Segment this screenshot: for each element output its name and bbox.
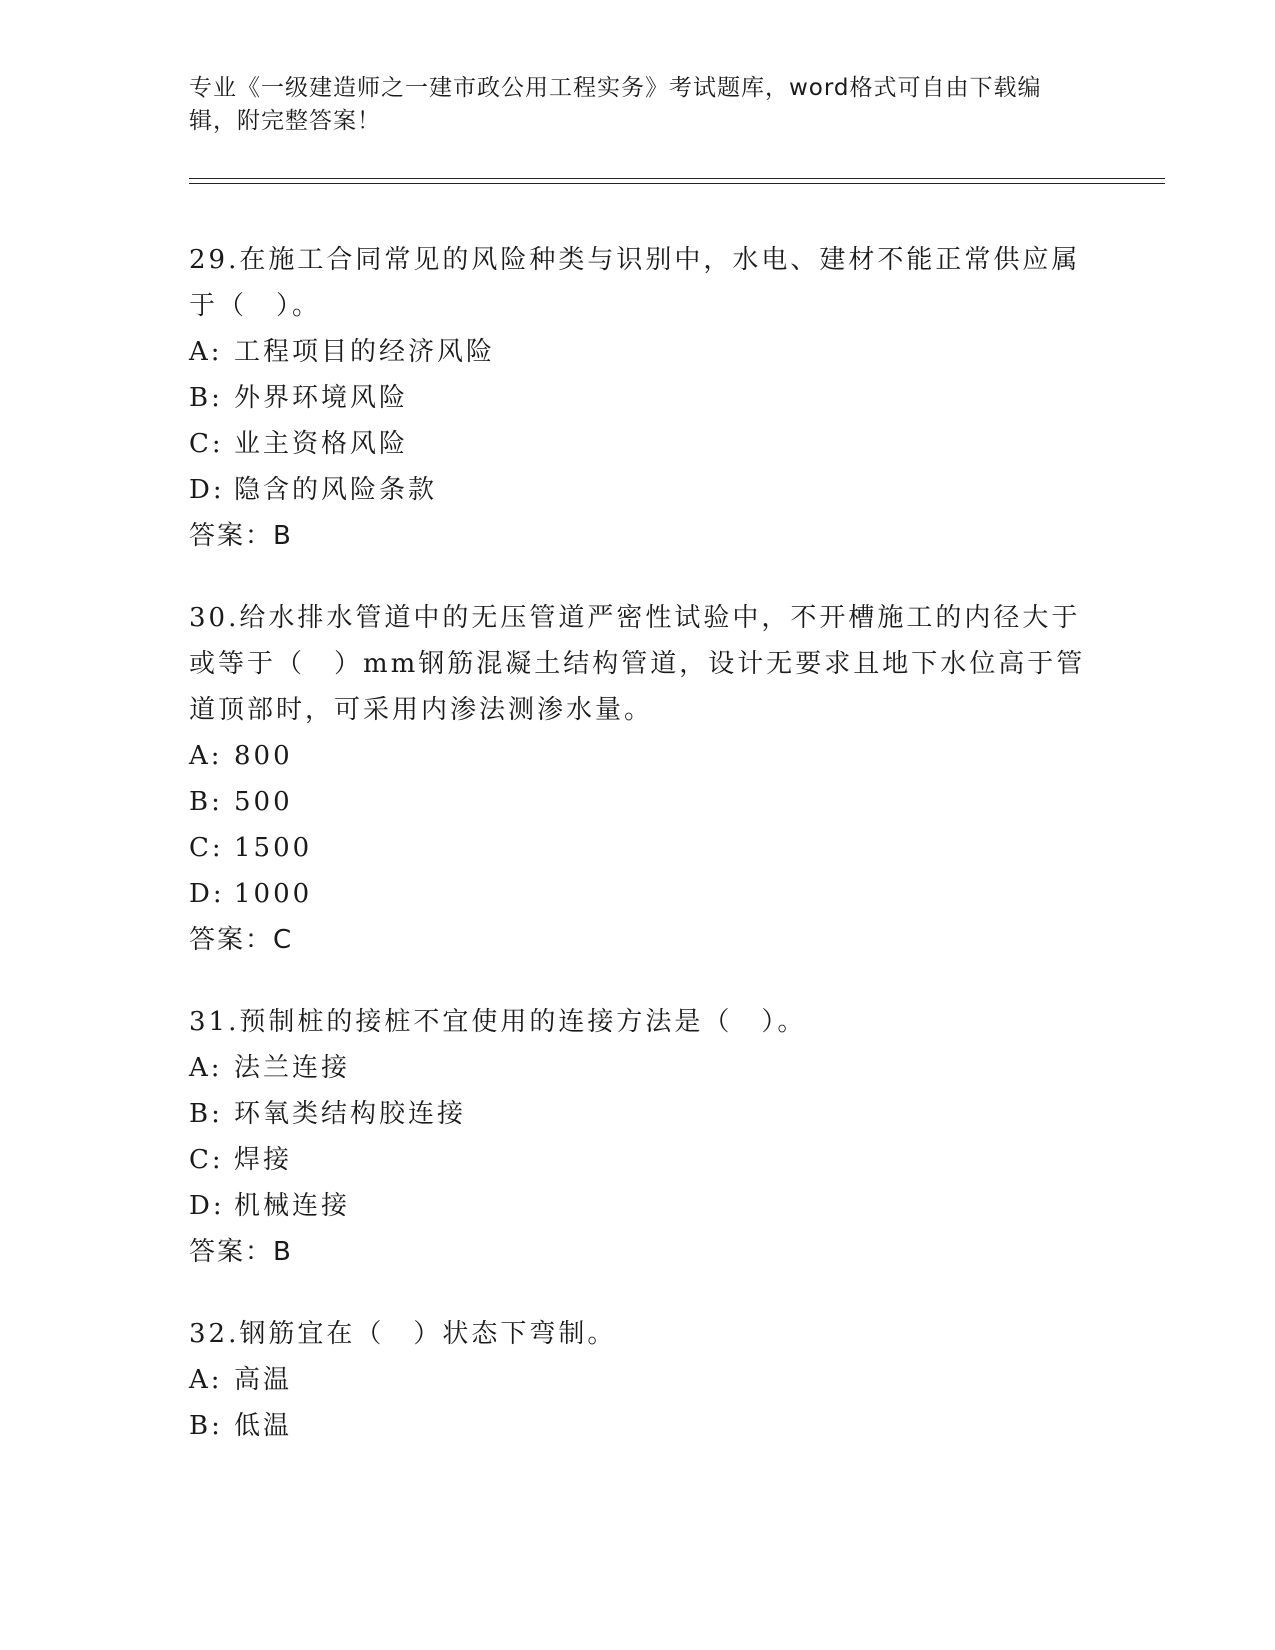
option-letter: D: bbox=[189, 475, 225, 505]
option-text: 高温 bbox=[234, 1365, 293, 1395]
option-text: 环氧类结构胶连接 bbox=[234, 1099, 467, 1129]
option-b bbox=[189, 1403, 1089, 1449]
option-d bbox=[189, 871, 1089, 917]
option-d bbox=[189, 467, 1089, 513]
question-29 bbox=[189, 237, 1089, 559]
option-text: 500 bbox=[234, 787, 293, 817]
page-header: 专业《一级建造师之一建市政公用工程实务》考试题库，word格式可自由下载编辑，附完整答案！ bbox=[189, 75, 1042, 134]
question-32 bbox=[189, 1311, 1089, 1449]
option-letter: C: bbox=[189, 833, 224, 863]
option-text: 隐含的风险条款 bbox=[234, 475, 438, 505]
option-c bbox=[189, 825, 1089, 871]
option-text: 机械连接 bbox=[234, 1191, 351, 1221]
option-b bbox=[189, 375, 1089, 421]
option-letter: B: bbox=[189, 1099, 223, 1129]
option-letter: B: bbox=[189, 383, 223, 413]
option-letter: D: bbox=[189, 1191, 225, 1221]
option-text: 焊接 bbox=[234, 1145, 293, 1175]
option-b bbox=[189, 779, 1089, 825]
question-stem: 30.给水排水管道中的无压管道严密性试验中，不开槽施工的内径大于或等于（ ）mm钢筋混凝土结构管道，设计无要求且地下水位高于管道顶部时，可采用内渗法测渗水量。 bbox=[189, 603, 1086, 725]
option-a bbox=[189, 1357, 1089, 1403]
question-stem: 32.钢筋宜在（ ）状态下弯制。 bbox=[189, 1319, 617, 1349]
option-letter: A: bbox=[189, 1053, 223, 1083]
option-c bbox=[189, 1137, 1089, 1183]
option-a bbox=[189, 733, 1089, 779]
header-divider-top bbox=[189, 178, 1165, 179]
option-letter: B: bbox=[189, 1411, 223, 1441]
answer-line: 答案：C bbox=[189, 925, 294, 955]
option-text: 外界环境风险 bbox=[234, 383, 409, 413]
option-a bbox=[189, 329, 1089, 375]
option-text: 业主资格风险 bbox=[234, 429, 409, 459]
option-text: 工程项目的经济风险 bbox=[234, 337, 496, 367]
option-b bbox=[189, 1091, 1089, 1137]
question-stem: 29.在施工合同常见的风险种类与识别中，水电、建材不能正常供应属于（ ）。 bbox=[189, 245, 1081, 321]
option-letter: D: bbox=[189, 879, 225, 909]
option-letter: A: bbox=[189, 337, 223, 367]
option-text: 法兰连接 bbox=[234, 1053, 351, 1083]
option-letter: A: bbox=[189, 1365, 223, 1395]
option-text: 800 bbox=[234, 741, 293, 771]
option-c bbox=[189, 421, 1089, 467]
option-text: 1500 bbox=[234, 833, 313, 863]
header-divider-bottom bbox=[189, 183, 1165, 184]
answer-line: 答案：B bbox=[189, 1237, 293, 1267]
answer-line: 答案：B bbox=[189, 521, 293, 551]
question-30 bbox=[189, 595, 1089, 963]
option-letter: A: bbox=[189, 741, 223, 771]
question-list bbox=[189, 237, 1089, 1485]
question-stem: 31.预制桩的接桩不宜使用的连接方法是（ ）。 bbox=[189, 1007, 807, 1037]
option-text: 低温 bbox=[234, 1411, 293, 1441]
option-text: 1000 bbox=[234, 879, 313, 909]
option-letter: C: bbox=[189, 429, 224, 459]
option-letter: C: bbox=[189, 1145, 224, 1175]
question-31 bbox=[189, 999, 1089, 1275]
option-a bbox=[189, 1045, 1089, 1091]
option-letter: B: bbox=[189, 787, 223, 817]
option-d bbox=[189, 1183, 1089, 1229]
